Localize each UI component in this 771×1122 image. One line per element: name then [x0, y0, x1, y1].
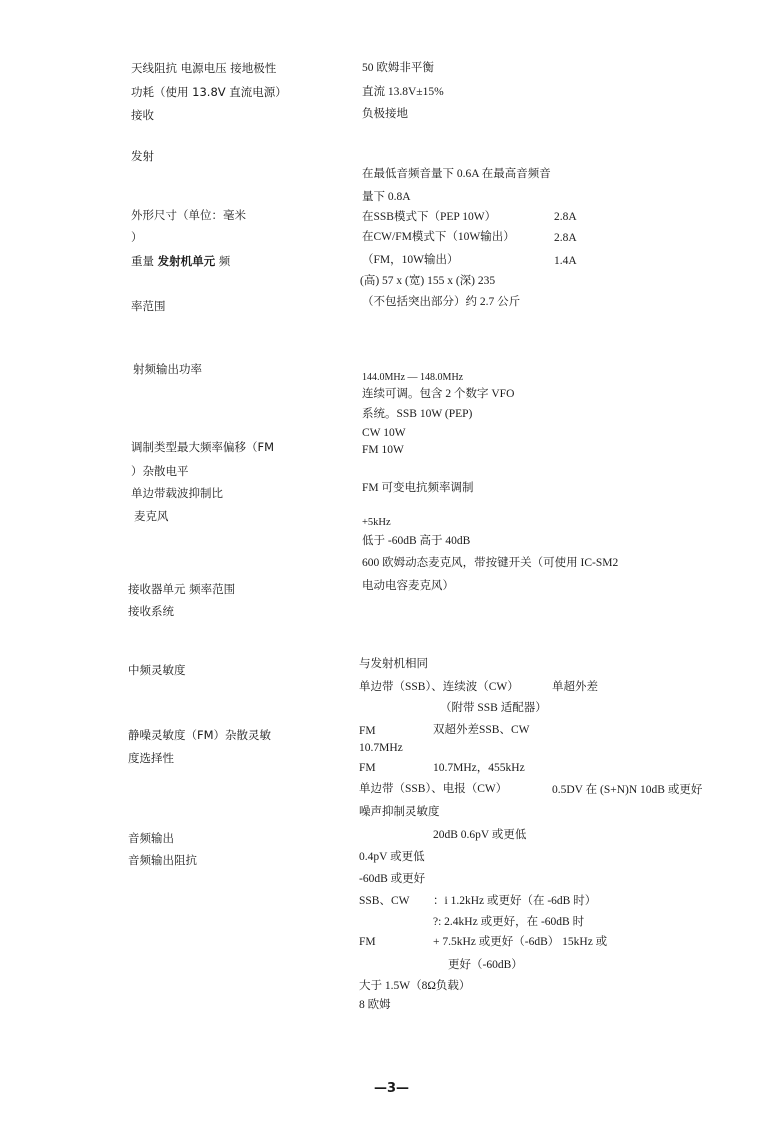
value-fm-mode-2: FM — [359, 762, 376, 774]
value-noise-suppression: 噪声抑制灵敏度 — [359, 806, 440, 818]
value-audio-output: 大于 1.5W（8Ω负载） — [359, 980, 471, 992]
value-ssb-adapter: （附带 SSB 适配器） — [440, 702, 547, 714]
value-selectivity-fm-label: FM — [359, 936, 376, 948]
value-squelch: 20dB 0.6pV 或更低 — [433, 829, 527, 841]
label-audio-impedance: 音频输出阻抗 — [128, 853, 197, 867]
value-selectivity-fm: + 7.5kHz 或更好（-6dB） 15kHz 或 — [433, 936, 608, 948]
value-selectivity-ssb-label: SSB、CW — [359, 895, 410, 907]
label-if-sensitivity: 中频灵敏度 — [128, 663, 186, 677]
label-dimensions-close: ） — [131, 230, 143, 244]
value-selectivity-fm-2: 更好（-60dB） — [448, 959, 523, 971]
value-vfo: 连续可调。包含 2 个数字 VFO — [362, 388, 515, 400]
value-double-superhet: 双超外差SSB、CW — [433, 724, 530, 736]
label-receiver-frequency: 接收器单元 频率范围 — [128, 582, 236, 596]
value-cwfm-current-label: 在CW/FM模式下（10W输出） — [362, 231, 515, 243]
value-supply-voltage: 直流 13.8V±15% — [362, 86, 444, 98]
value-selectivity-ssb-2: ?: 2.4kHz 或更好，在 -60dB 时 — [433, 916, 585, 928]
value-weight: （不包括突出部分）约 2.7 公斤 — [362, 296, 521, 308]
value-ssb-current: 2.8A — [554, 211, 577, 223]
value-cwfm-current: 2.8A — [554, 232, 577, 244]
label-power-consumption: 功耗（使用 13.8V 直流电源） — [131, 85, 287, 99]
label-transmit: 发射 — [131, 149, 154, 163]
page-number: —3— — [374, 1081, 410, 1096]
value-ssb-power: 系统。SSB 10W (PEP) — [362, 408, 473, 420]
value-antenna-impedance: 50 欧姆非平衡 — [362, 62, 434, 74]
value-dimensions: (高) 57 x (宽) 155 x (深) 235 — [360, 275, 496, 287]
value-sensitivity: 0.5DV 在 (S+N)N 10dB 或更好 — [552, 784, 703, 796]
value-ssb-cw-sensitivity-label: 单边带（SSB）、电报（CW） — [359, 783, 508, 795]
label-microphone: 麦克风 — [134, 509, 169, 523]
value-single-superhet: 单超外差 — [552, 681, 598, 693]
value-spurious-rx: -60dB 或更好 — [359, 873, 426, 885]
value-if-ssb: 10.7MHz — [359, 742, 403, 754]
value-ssb-current-label: 在SSB模式下（PEP 10W） — [362, 211, 497, 223]
value-spurious-suppression: 低于 -60dB 高于 40dB — [362, 535, 471, 547]
label-receive-system: 接收系统 — [128, 604, 174, 618]
value-ground-polarity: 负极接地 — [362, 108, 408, 120]
label-modulation-deviation: 调制类型最大频率偏移（FM — [131, 440, 275, 454]
label-selectivity: 度选择性 — [128, 751, 174, 765]
label-receive: 接收 — [131, 108, 154, 122]
value-cw-power: CW 10W — [362, 427, 406, 439]
label-rf-output: 射频输出功率 — [133, 362, 202, 376]
value-rx-frequency: 与发射机相同 — [359, 658, 428, 670]
label-weight-transmitter — [131, 256, 230, 268]
value-audio-impedance: 8 欧姆 — [359, 999, 391, 1011]
value-squelch-2: 0.4pV 或更低 — [359, 851, 425, 863]
value-if-fm: 10.7MHz，455kHz — [433, 762, 525, 774]
label-spurious: ）杂散电平 — [131, 464, 189, 478]
value-microphone: 600 欧姆动态麦克风，带按键开关（可使用 IC-SM2 — [362, 557, 619, 569]
value-fm-power: FM 10W — [362, 444, 404, 456]
value-microphone-cont: 电动电容麦克风） — [362, 580, 454, 592]
label-frequency-part: 频 — [215, 254, 231, 268]
label-dimensions: 外形尺寸（单位：毫米 — [131, 208, 246, 222]
value-deviation: +5kHz — [362, 517, 391, 528]
value-fm-current-label: （FM，10W输出） — [362, 254, 459, 266]
label-frequency-range: 率范围 — [131, 299, 166, 313]
label-carrier-suppression: 单边带载波抑制比 — [131, 486, 223, 500]
value-frequency-range: 144.0MHz — 148.0MHz — [362, 372, 464, 383]
value-fm-current: 1.4A — [554, 255, 577, 267]
value-receive-current-cont: 量下 0.8A — [362, 191, 411, 203]
label-squelch-sensitivity: 静噪灵敏度（FM）杂散灵敏 — [128, 728, 272, 742]
value-selectivity-ssb: ：i 1.2kHz 或更好（在 -6dB 时） — [433, 895, 597, 907]
label-transmitter-unit: 发射机单元 — [157, 254, 216, 268]
value-receive-current: 在最低音频音量下 0.6A 在最高音频音 — [362, 168, 551, 180]
label-weight: 重量 — [131, 254, 158, 268]
label-antenna-power-ground: 天线阻抗 电源电压 接地极性 — [131, 61, 277, 75]
value-ssb-cw-mode: 单边带（SSB）、连续波（CW） — [359, 681, 519, 693]
label-audio-output: 音频输出 — [128, 831, 174, 845]
value-modulation: FM 可变电抗频率调制 — [362, 482, 474, 494]
value-fm-mode: FM — [359, 725, 376, 737]
